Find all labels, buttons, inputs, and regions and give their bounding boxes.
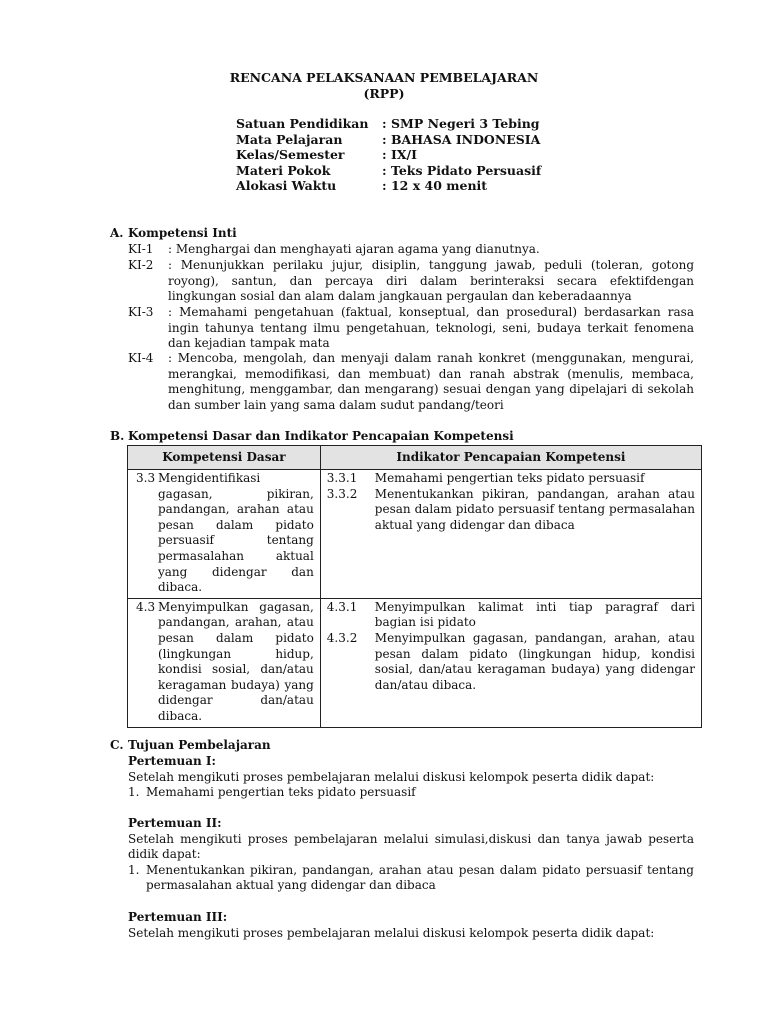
- section-title: Kompetensi Dasar dan Indikator Pencapaian Kompetensi: [128, 429, 514, 443]
- kd-header-cell: Kompetensi Dasar: [128, 446, 321, 470]
- meeting-title: Pertemuan III:: [128, 910, 228, 924]
- info-label: Satuan Pendidikan: [236, 116, 369, 131]
- kd-text: Mengidentifikasi gagasan, pikiran, pandangan, arahan atau pesan dalam pidato persuasif tentang permasalahan aktual yang didengar dan dibaca.: [158, 471, 314, 595]
- ki-item: [128, 242, 694, 258]
- section-title: Kompetensi Inti: [128, 226, 237, 240]
- list-number: 1.: [128, 785, 140, 800]
- info-label: Mata Pelajaran: [236, 131, 343, 147]
- section-letter: A.: [110, 226, 124, 240]
- info-label: Materi Pokok: [236, 162, 331, 178]
- kd-table-header: [128, 446, 702, 470]
- list-text: Menentukankan pikiran, pandangan, arahan atau pesan dalam pidato persuasif tentang permasalahan aktual yang didengar dan dibaca: [146, 862, 694, 893]
- kd-cell: [128, 470, 321, 599]
- meeting-1: [128, 754, 694, 801]
- info-label: Kelas/Semester: [236, 147, 345, 163]
- info-value: : IX/I: [382, 147, 417, 163]
- ki-text: : Menunjukkan perilaku jujur, disiplin, tanggung jawab, peduli (toleran, gotong royong), santun, dan percaya diri dalam berinteraksi secara efektifdengan lingkungan sosial dan alam dalam jangkauan pergaulan dan keberadaannya: [168, 258, 694, 304]
- info-label: Alokasi Waktu: [236, 178, 337, 194]
- list-number: 1.: [128, 862, 140, 877]
- table-row: [128, 470, 702, 599]
- ki-text: : Mencoba, mengolah, dan menyaji dalam ranah konkret (menggunakan, mengurai, merangkai, memodifikasi, dan membuat) dan ranah abstrak (menulis, membaca, menghitung, menggambar, dan mengarang) sesuai dengan yang dipelajari di sekolah dan sumber lain yang sama dalam sudut pandang/teori: [168, 351, 694, 412]
- meeting-2: [128, 816, 694, 894]
- info-block: [236, 116, 541, 194]
- section-a-heading: [110, 226, 237, 242]
- meeting-intro: Setelah mengikuti proses pembelajaran melalui diskusi kelompok peserta didik dapat:: [128, 925, 655, 940]
- info-row: [236, 147, 541, 163]
- info-value: : 12 x 40 menit: [382, 178, 488, 194]
- ki-item: [128, 305, 694, 352]
- info-row: [236, 178, 541, 194]
- indicator-number: 4.3.1: [326, 599, 358, 614]
- ki-code: KI-2: [128, 258, 154, 272]
- indicator-text: Menyimpulkan kalimat inti tiap paragraf dari bagian isi pidato: [374, 599, 695, 630]
- ki-code: KI-3: [128, 305, 154, 319]
- list-item: [128, 785, 694, 801]
- info-value: : SMP Negeri 3 Tebing: [382, 116, 540, 131]
- section-c-heading: [110, 738, 271, 754]
- indicator-item: [327, 471, 695, 487]
- section-title: Tujuan Pembelajaran: [128, 738, 271, 752]
- info-row: [236, 163, 541, 179]
- ki-code: KI-4: [128, 351, 154, 365]
- indicator-item: [327, 487, 695, 534]
- info-value: : Teks Pidato Persuasif: [382, 162, 542, 178]
- ki-text: : Memahami pengetahuan (faktual, konseptual, dan prosedural) berdasarkan rasa ingin tahunya tentang ilmu pengetahuan, teknologi, seni, budaya terkait fenomena dan kejadian tampak mata: [168, 305, 694, 351]
- indicator-number: 4.3.2: [326, 630, 358, 645]
- indicator-text: Menentukankan pikiran, pandangan, arahan atau pesan dalam pidato persuasif tentang permasalahan aktual yang didengar dan dibaca: [374, 486, 695, 532]
- indicator-number: 3.3.1: [326, 471, 358, 485]
- ki-item: [128, 351, 694, 413]
- kd-text: Menyimpulkan gagasan, pandangan, arahan, atau pesan dalam pidato (lingkungan hidup, kondisi sosial, dan/atau keragaman budaya) yang didengar dan/atau dibaca.: [158, 599, 314, 723]
- indicator-header-cell: Indikator Pencapaian Kompetensi: [320, 446, 701, 470]
- info-value: : BAHASA INDONESIA: [382, 131, 541, 147]
- meeting-title: Pertemuan II:: [128, 816, 222, 830]
- indicator-text: Menyimpulkan gagasan, pandangan, arahan, atau pesan dalam pidato (lingkungan hidup, kondisi sosial, dan/atau keragaman budaya) yang didengar dan/atau dibaca.: [374, 630, 695, 692]
- ki-text: : Menghargai dan menghayati ajaran agama yang dianutnya.: [168, 242, 540, 256]
- indicator-cell: [320, 470, 701, 599]
- indicator-text: Memahami pengertian teks pidato persuasif: [374, 471, 645, 485]
- info-row: [236, 132, 541, 148]
- table-row: [128, 598, 702, 727]
- document-subtitle: (RPP): [363, 86, 405, 101]
- section-b-heading: [110, 429, 514, 445]
- meeting-intro: Setelah mengikuti proses pembelajaran melalui simulasi,diskusi dan tanya jawab peserta didik dapat:: [128, 831, 694, 862]
- section-letter: B.: [110, 429, 125, 443]
- kd-number: 3.3: [136, 471, 156, 485]
- kd-cell: [128, 598, 321, 727]
- meeting-intro: Setelah mengikuti proses pembelajaran melalui diskusi kelompok peserta didik dapat:: [128, 769, 655, 784]
- kd-table: [127, 445, 702, 728]
- info-row: [236, 116, 541, 132]
- list-item: [128, 863, 694, 894]
- kd-number: 4.3: [136, 599, 156, 614]
- list-text: Memahami pengertian teks pidato persuasif: [146, 785, 416, 800]
- ki-code: KI-1: [128, 242, 154, 256]
- indicator-item: [327, 631, 695, 693]
- document-title: RENCANA PELAKSANAAN PEMBELAJARAN: [229, 70, 539, 85]
- section-letter: C.: [110, 738, 124, 752]
- indicator-cell: [320, 598, 701, 727]
- indicator-number: 3.3.2: [326, 486, 358, 501]
- meeting-3: [128, 910, 694, 941]
- meeting-title: Pertemuan I:: [128, 754, 216, 768]
- indicator-item: [327, 600, 695, 631]
- ki-item: [128, 258, 694, 305]
